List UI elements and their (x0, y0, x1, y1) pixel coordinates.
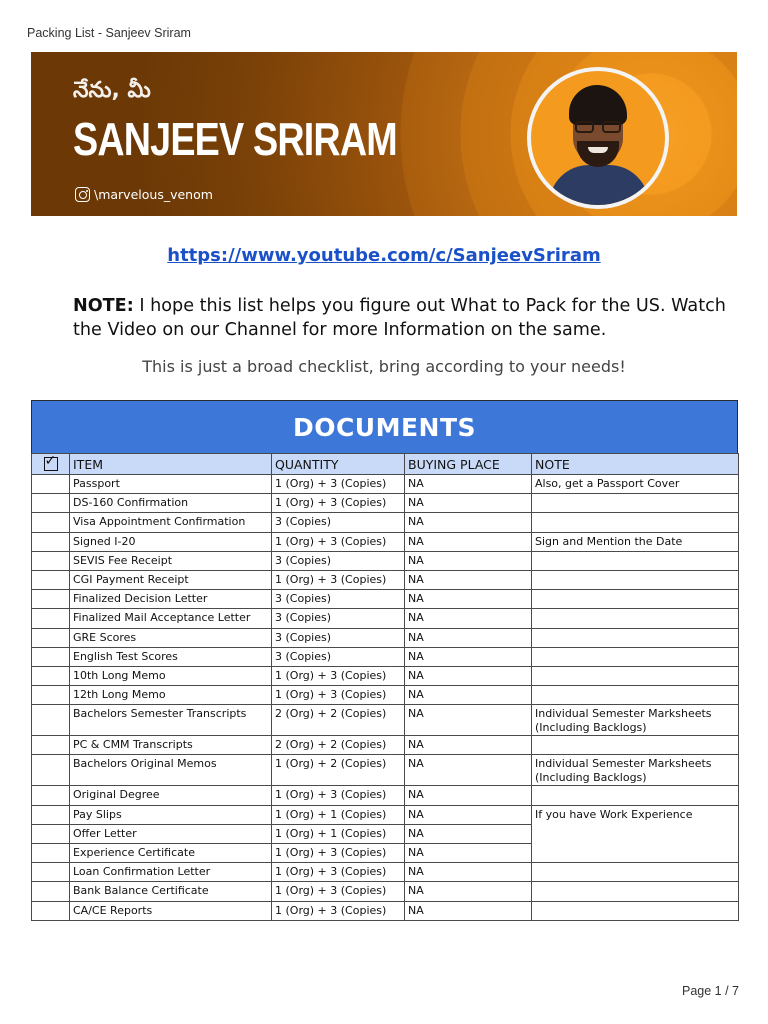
place-cell: NA (405, 628, 532, 647)
note-cell (532, 609, 739, 628)
quantity-cell: 1 (Org) + 2 (Copies) (272, 755, 405, 786)
table-row (32, 590, 739, 609)
quantity-cell: 1 (Org) + 3 (Copies) (272, 901, 405, 920)
table-row (32, 475, 739, 494)
note-cell (532, 551, 739, 570)
note-label: NOTE: (73, 296, 134, 316)
item-cell: Original Degree (70, 786, 272, 805)
table-row (32, 901, 739, 920)
quantity-cell: 1 (Org) + 3 (Copies) (272, 686, 405, 705)
table-row (32, 494, 739, 513)
note-cell: Also, get a Passport Cover (532, 475, 739, 494)
place-cell: NA (405, 475, 532, 494)
row-checkbox[interactable] (32, 901, 70, 920)
quantity-cell: 1 (Org) + 3 (Copies) (272, 863, 405, 882)
item-cell: 12th Long Memo (70, 686, 272, 705)
table-row (32, 786, 739, 805)
note-cell (532, 666, 739, 685)
row-checkbox[interactable] (32, 628, 70, 647)
item-cell: Visa Appointment Confirmation (70, 513, 272, 532)
note-text: I hope this list helps you figure out What to Pack for the US. Watch the Video on our Channel for more Information on the same. (73, 296, 726, 340)
quantity-cell: 1 (Org) + 3 (Copies) (272, 666, 405, 685)
place-cell: NA (405, 705, 532, 736)
quantity-cell: 3 (Copies) (272, 647, 405, 666)
row-checkbox[interactable] (32, 494, 70, 513)
quantity-cell: 1 (Org) + 3 (Copies) (272, 786, 405, 805)
note-cell (532, 901, 739, 920)
quantity-cell: 3 (Copies) (272, 551, 405, 570)
table-row (32, 513, 739, 532)
place-cell: NA (405, 513, 532, 532)
item-cell: Experience Certificate (70, 844, 272, 863)
note-paragraph (73, 294, 733, 342)
note-cell (532, 882, 739, 901)
place-cell: NA (405, 863, 532, 882)
quantity-cell: 1 (Org) + 3 (Copies) (272, 494, 405, 513)
place-cell: NA (405, 494, 532, 513)
note-cell: If you have Work Experience (532, 805, 739, 863)
quantity-cell: 1 (Org) + 1 (Copies) (272, 824, 405, 843)
row-checkbox[interactable] (32, 513, 70, 532)
quantity-cell: 3 (Copies) (272, 628, 405, 647)
table-row (32, 755, 739, 786)
table-row (32, 705, 739, 736)
place-cell: NA (405, 666, 532, 685)
row-checkbox[interactable] (32, 786, 70, 805)
note-cell (532, 590, 739, 609)
quantity-cell: 1 (Org) + 3 (Copies) (272, 475, 405, 494)
row-checkbox[interactable] (32, 844, 70, 863)
quantity-cell: 1 (Org) + 3 (Copies) (272, 532, 405, 551)
quantity-cell: 1 (Org) + 1 (Copies) (272, 805, 405, 824)
place-cell: NA (405, 824, 532, 843)
place-cell: NA (405, 805, 532, 824)
avatar-photo (531, 71, 665, 205)
item-cell: Bachelors Semester Transcripts (70, 705, 272, 736)
youtube-channel-link[interactable]: https://www.youtube.com/c/SanjeevSriram (167, 245, 601, 266)
checkbox-checked-icon[interactable] (44, 457, 58, 471)
place-cell: NA (405, 570, 532, 589)
column-header-item: ITEM (70, 454, 272, 475)
row-checkbox[interactable] (32, 570, 70, 589)
row-checkbox[interactable] (32, 666, 70, 685)
note-cell (532, 863, 739, 882)
row-checkbox[interactable] (32, 863, 70, 882)
item-cell: Finalized Decision Letter (70, 590, 272, 609)
item-cell: Bank Balance Certificate (70, 882, 272, 901)
table-row (32, 647, 739, 666)
avatar (527, 67, 669, 209)
table-row (32, 609, 739, 628)
instagram-handle: \marvelous_venom (94, 187, 213, 202)
page-indicator: Page 1 / 7 (682, 984, 739, 998)
note-cell (532, 513, 739, 532)
item-cell: English Test Scores (70, 647, 272, 666)
table-row (32, 628, 739, 647)
instagram-icon (75, 187, 90, 202)
item-cell: PC & CMM Transcripts (70, 736, 272, 755)
banner-subtitle: నేను, మీ (73, 78, 151, 103)
document-title: Packing List - Sanjeev Sriram (27, 26, 191, 40)
note-cell: Individual Semester Marksheets (Including Backlogs) (532, 705, 739, 736)
row-checkbox[interactable] (32, 805, 70, 824)
row-checkbox[interactable] (32, 736, 70, 755)
place-cell: NA (405, 755, 532, 786)
column-header-buying-place: BUYING PLACE (405, 454, 532, 475)
item-cell: 10th Long Memo (70, 666, 272, 685)
note-cell (532, 628, 739, 647)
note-cell: Individual Semester Marksheets (Including Backlogs) (532, 755, 739, 786)
row-checkbox[interactable] (32, 609, 70, 628)
item-cell: Passport (70, 475, 272, 494)
quantity-cell: 1 (Org) + 3 (Copies) (272, 844, 405, 863)
place-cell: NA (405, 609, 532, 628)
item-cell: Loan Confirmation Letter (70, 863, 272, 882)
row-checkbox[interactable] (32, 705, 70, 736)
item-cell: Bachelors Original Memos (70, 755, 272, 786)
banner-name: SANJEEV SRIRAM (73, 113, 397, 165)
note-cell (532, 647, 739, 666)
row-checkbox[interactable] (32, 824, 70, 843)
row-checkbox[interactable] (32, 882, 70, 901)
place-cell: NA (405, 882, 532, 901)
row-checkbox[interactable] (32, 551, 70, 570)
table-row (32, 686, 739, 705)
checklist-tagline: This is just a broad checklist, bring according to your needs! (142, 357, 626, 376)
note-cell (532, 494, 739, 513)
quantity-cell: 2 (Org) + 2 (Copies) (272, 736, 405, 755)
quantity-cell: 1 (Org) + 3 (Copies) (272, 882, 405, 901)
row-checkbox[interactable] (32, 686, 70, 705)
table-row (32, 863, 739, 882)
place-cell: NA (405, 786, 532, 805)
item-cell: Pay Slips (70, 805, 272, 824)
table-row (32, 570, 739, 589)
place-cell: NA (405, 901, 532, 920)
place-cell: NA (405, 736, 532, 755)
quantity-cell: 3 (Copies) (272, 590, 405, 609)
quantity-cell: 3 (Copies) (272, 609, 405, 628)
item-cell: SEVIS Fee Receipt (70, 551, 272, 570)
item-cell: Signed I-20 (70, 532, 272, 551)
place-cell: NA (405, 532, 532, 551)
table-row (32, 882, 739, 901)
note-cell (532, 786, 739, 805)
glasses-shape (575, 121, 621, 133)
table-row (32, 736, 739, 755)
quantity-cell: 2 (Org) + 2 (Copies) (272, 705, 405, 736)
table-header-row (32, 454, 739, 475)
note-cell: Sign and Mention the Date (532, 532, 739, 551)
item-cell: CGI Payment Receipt (70, 570, 272, 589)
place-cell: NA (405, 844, 532, 863)
note-cell (532, 736, 739, 755)
table-row (32, 805, 739, 824)
table-row (32, 666, 739, 685)
place-cell: NA (405, 647, 532, 666)
item-cell: Offer Letter (70, 824, 272, 843)
quantity-cell: 3 (Copies) (272, 513, 405, 532)
row-checkbox[interactable] (32, 475, 70, 494)
place-cell: NA (405, 551, 532, 570)
row-checkbox[interactable] (32, 590, 70, 609)
row-checkbox[interactable] (32, 647, 70, 666)
row-checkbox[interactable] (32, 755, 70, 786)
column-header-quantity: QUANTITY (272, 454, 405, 475)
section-title: DOCUMENTS (292, 412, 477, 442)
column-header-note: NOTE (532, 454, 739, 475)
item-cell: Finalized Mail Acceptance Letter (70, 609, 272, 628)
checkbox-column-header[interactable] (32, 454, 70, 475)
item-cell: DS-160 Confirmation (70, 494, 272, 513)
banner-handle-row (75, 187, 213, 202)
documents-section-header (31, 400, 738, 453)
note-cell (532, 570, 739, 589)
note-cell (532, 686, 739, 705)
documents-table (31, 453, 739, 921)
place-cell: NA (405, 686, 532, 705)
item-cell: CA/CE Reports (70, 901, 272, 920)
row-checkbox[interactable] (32, 532, 70, 551)
channel-banner (31, 52, 737, 216)
table-row (32, 532, 739, 551)
table-row (32, 551, 739, 570)
quantity-cell: 1 (Org) + 3 (Copies) (272, 570, 405, 589)
place-cell: NA (405, 590, 532, 609)
item-cell: GRE Scores (70, 628, 272, 647)
